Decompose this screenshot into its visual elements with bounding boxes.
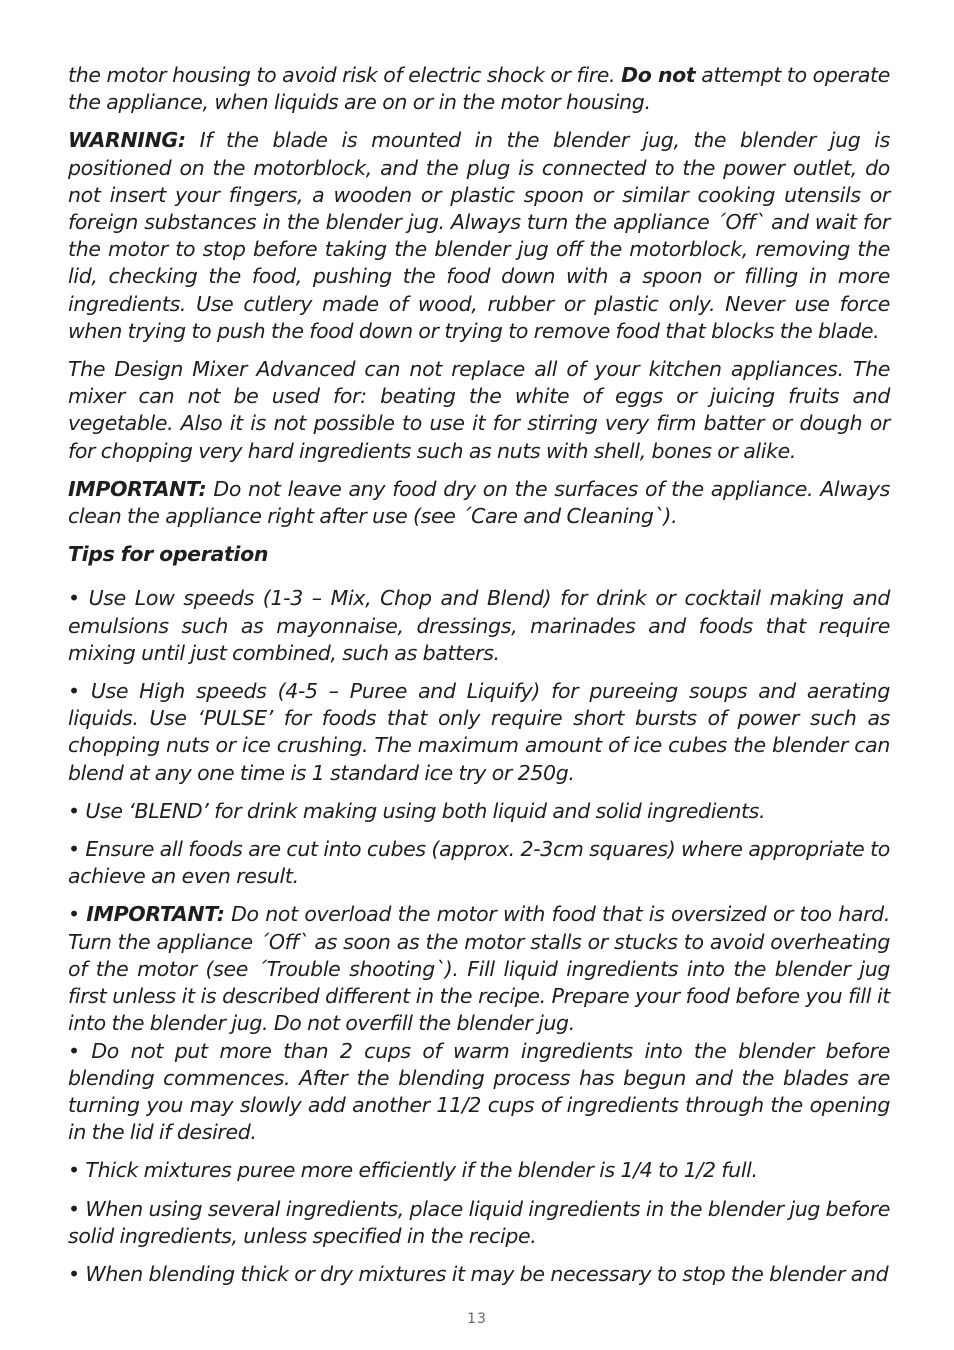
tip-important-overload xyxy=(68,901,890,1037)
text-run: the motor housing to avoid risk of electric shock or fire. xyxy=(68,63,622,87)
page-number: 13 xyxy=(467,1311,487,1327)
tip-blend: • Use ‘BLEND’ for drink making using both liquid and solid ingredients. xyxy=(68,798,766,823)
tip-thick-dry: • When blending thick or dry mixtures it may be necessary to stop the blender and xyxy=(68,1261,889,1286)
important-text: Do not overload the motor with food that is oversized or too hard. Turn the appliance ´Off` as soon as the motor stalls or stucks to avoid overheating of the motor (see ´Trouble shooting`). Fill liquid ingredients into the blender jug first unless it is described different in the recipe. Prepare your food before you fill it into the blender jug. Do not overfill the blender jug. xyxy=(68,902,890,1036)
important-label: IMPORTANT: xyxy=(86,902,225,927)
paragraph-limitations: The Design Mixer Advanced can not replace all of your kitchen appliances. The mixer can not be used for: beating the white of eggs or juicing fruits and vegetable. Also it is not possible to use it for stirring very firm batter or dough or for chopping very hard ingredients such as nuts with shell, bones or alike. xyxy=(68,357,890,463)
text-run: attempt to operate the appliance, when liquids are on or in the motor housing. xyxy=(68,63,890,115)
bullet: • xyxy=(68,902,87,927)
paragraph-important-clean xyxy=(68,476,890,530)
page-body xyxy=(68,62,890,1299)
tip-cubes: • Ensure all foods are cut into cubes (approx. 2-3cm squares) where appropriate to achieve an even result. xyxy=(68,837,890,889)
warning-label: WARNING: xyxy=(68,128,186,153)
tip-thick-mixtures: • Thick mixtures puree more efficiently if the blender is 1/4 to 1/2 full. xyxy=(68,1158,758,1183)
warning-text: If the blade is mounted in the blender jug, the blender jug is positioned on the motorblock, and the plug is connected to the power outlet, do not insert your fingers, a wooden or plastic spoon or similar cooking utensils or foreign substances in the blender jug. Always turn the appliance ´Off` and wait for the motor to stop before taking the blender jug off the motorblock, removing the lid, checking the food, pushing the food down with a spoon or filling in more ingredients. Use cutlery made of wood, rubber or plastic only. Never use force when trying to push the food down or trying to remove food that blocks the blade. xyxy=(68,128,890,343)
important-label: IMPORTANT: xyxy=(68,476,207,501)
section-heading: Tips for operation xyxy=(68,542,269,567)
emphasis-do-not: Do not xyxy=(621,63,696,87)
important-text: Do not leave any food dry on the surfaces of the appliance. Always clean the appliance right after use (see ´Care and Cleaning`). xyxy=(68,476,890,529)
paragraph-warning xyxy=(68,127,890,345)
tip-low-speeds: • Use Low speeds (1-3 – Mix, Chop and Blend) for drink or cocktail making and emulsions such as mayonnaise, dressings, marinades and foods that require mixing until just combined, such as batters. xyxy=(68,586,890,665)
tip-warm-ingredients: • Do not put more than 2 cups of warm ingredients into the blender before blending commences. After the blending process has begun and the blades are turning you may slowly add another 11/2 cups of ingredients through the opening in the lid if desired. xyxy=(68,1038,890,1145)
paragraph-motor-housing xyxy=(68,62,890,116)
tip-high-speeds: • Use High speeds (4-5 – Puree and Liquify) for pureeing soups and aerating liquids. Use ‘PULSE’ for foods that only require short bursts of power such as chopping nuts or ice crushing. The maximum amount of ice cubes the blender can blend at any one time is 1 standard ice try or 250g. xyxy=(68,679,890,785)
tip-several-ingredients: • When using several ingredients, place liquid ingredients in the blender jug before solid ingredients, unless specified in the recipe. xyxy=(68,1196,890,1248)
